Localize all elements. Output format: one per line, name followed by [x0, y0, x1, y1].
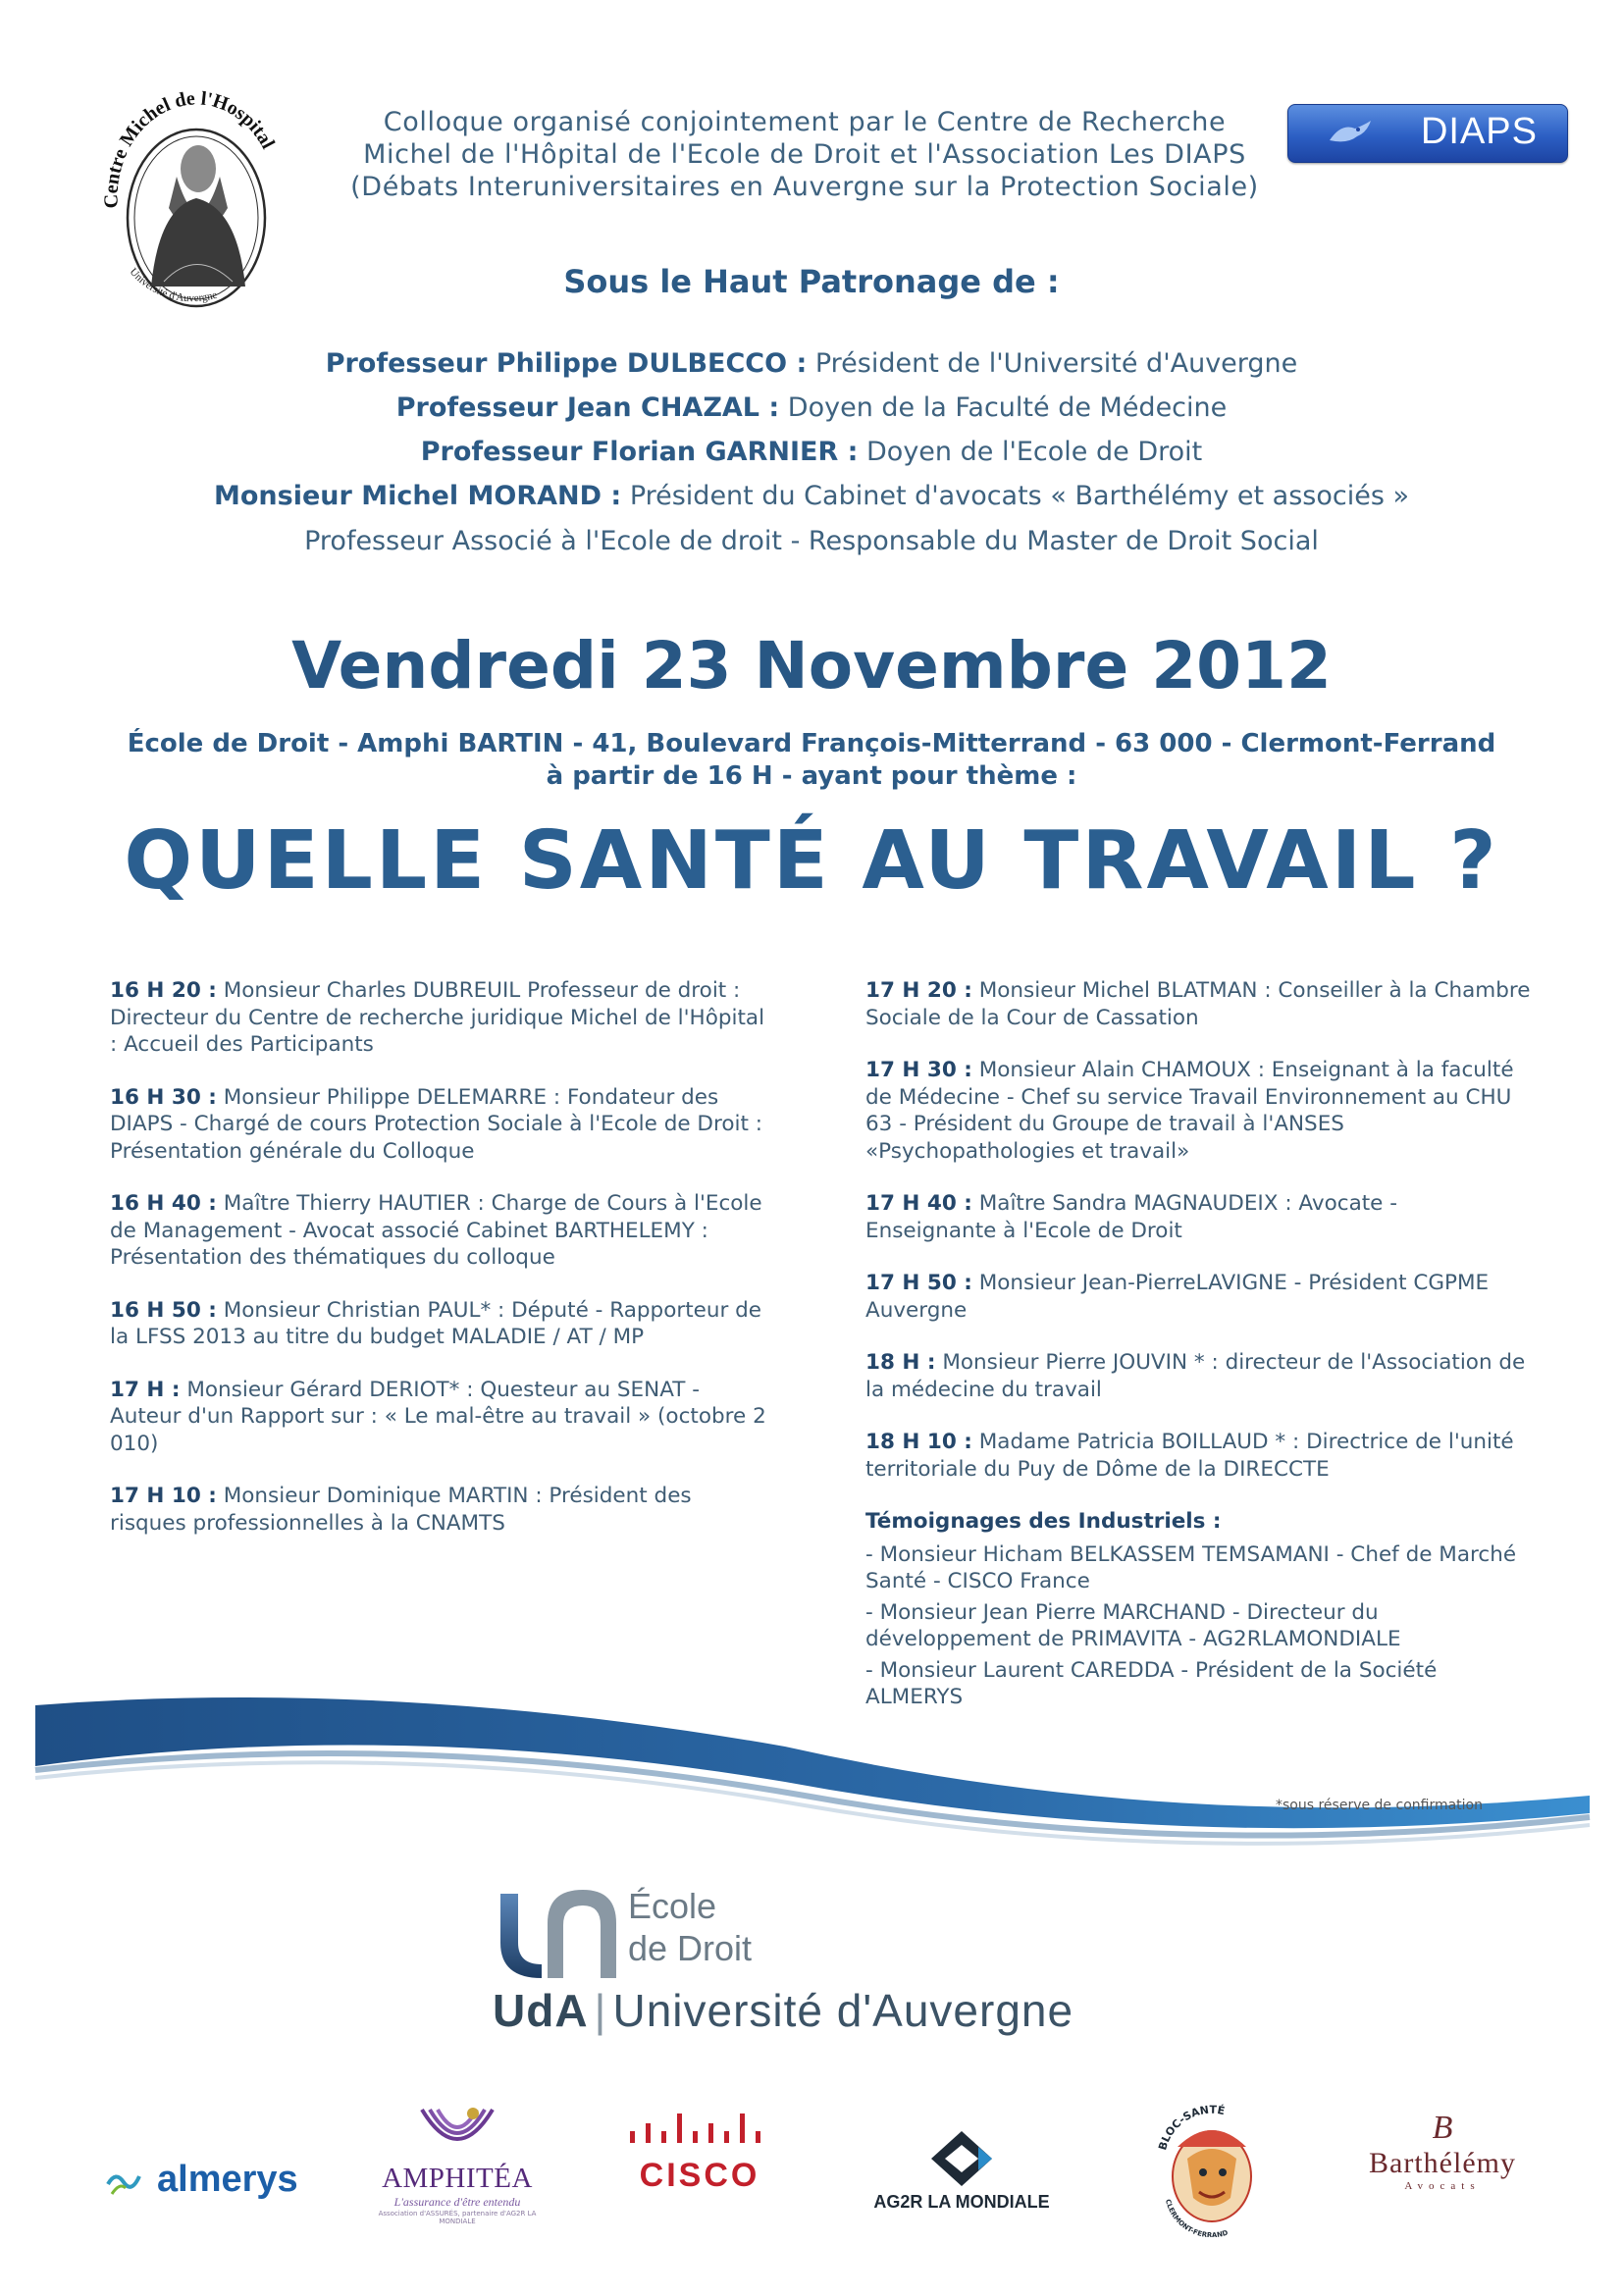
- program-item: [110, 1190, 767, 1272]
- program-text: Monsieur Alain CHAMOUX : Enseignant à la faculté de Médecine - Chef su service Travail Environnement au CHU 63 - Président du Groupe de travail à l'ANSES «Psychopathologies et travail»: [865, 1058, 1514, 1164]
- barthelemy-monogram: B: [1432, 2110, 1453, 2146]
- program-item: [110, 977, 767, 1059]
- program-text: Monsieur Jean-PierreLAVIGNE - Président CGPME Auvergne: [865, 1271, 1490, 1323]
- program-time: 17 H 10 :: [110, 1484, 217, 1508]
- ag2r-icon: [927, 2129, 996, 2188]
- ecole-line-1: École: [628, 1886, 717, 1926]
- patron-line: [0, 437, 1623, 467]
- program-item: [110, 1084, 767, 1166]
- cisco-bars-icon: [626, 2110, 773, 2153]
- venue-line-1: École de Droit - Amphi BARTIN - 41, Boulevard François-Mitterrand - 63 000 - Clermont-Ferrand: [127, 729, 1496, 758]
- organizer-line-1: Colloque organisé conjointement par le Centre de Recherche: [383, 107, 1227, 137]
- patron-role: Doyen de la Faculté de Médecine: [779, 392, 1228, 423]
- event-theme: QUELLE SANTÉ AU TRAVAIL ?: [124, 814, 1499, 908]
- program-time: 17 H :: [110, 1377, 181, 1402]
- patron-line: [0, 348, 1623, 379]
- sponsor-barthelemy: [1344, 2110, 1541, 2192]
- program-text: Monsieur Philippe DELEMARRE : Fondateur des DIAPS - Chargé de cours Protection Sociale à l'Ecole de Droit : Présentation générale du Colloque: [110, 1084, 762, 1164]
- seal-subtext: Université d'Auvergne: [127, 266, 219, 305]
- bloc-sante-label: BLOC-SANTÉ: [1156, 2103, 1227, 2152]
- patron-line: [0, 392, 1623, 423]
- program-item: [865, 1270, 1533, 1324]
- program-item: [865, 1057, 1533, 1165]
- program-text: Monsieur Charles DUBREUIL Professeur de droit : Directeur du Centre de recherche juridique Michel de l'Hôpital : Accueil des Participants: [110, 978, 765, 1057]
- program-item: [110, 1297, 767, 1351]
- almerys-icon: [106, 2168, 141, 2198]
- program-left-column: [110, 977, 767, 1562]
- amphitea-tagline: L'assurance d'être entendu: [393, 2195, 521, 2209]
- decorative-wave: [0, 1688, 1623, 1943]
- sponsor-cisco: [616, 2110, 783, 2195]
- program-text: Monsieur Pierre JOUVIN * : directeur de l'Association de la médecine du travail: [865, 1350, 1526, 1402]
- uda-long: Université d'Auvergne: [612, 1985, 1074, 2036]
- patron-line: [0, 526, 1623, 556]
- program-item: [865, 977, 1533, 1031]
- confirmation-footnote: *sous réserve de confirmation: [1276, 1798, 1483, 1813]
- program-text: Monsieur Christian PAUL* : Député - Rapporteur de la LFSS 2013 au titre du budget MALADIE / AT / MP: [110, 1297, 762, 1349]
- program-time: 17 H 30 :: [865, 1058, 972, 1082]
- amphitea-icon: [408, 2100, 506, 2159]
- patronage-title: Sous le Haut Patronage de :: [563, 263, 1060, 300]
- bloc-sante-city: CLERMONT-FERRAND: [1163, 2198, 1230, 2237]
- uda-logo-mark: [491, 1884, 618, 1982]
- program-time: 16 H 50 :: [110, 1297, 217, 1323]
- program-item: [865, 1429, 1533, 1483]
- program-time: 16 H 30 :: [110, 1084, 217, 1110]
- patron-name: Professeur Jean CHAZAL :: [395, 392, 780, 423]
- venue-line-2: à partir de 16 H - ayant pour thème :: [546, 761, 1077, 791]
- seal-text: Centre Michel de l'Hospital: [100, 87, 280, 209]
- program-time: 17 H 50 :: [865, 1271, 972, 1295]
- program-item: [110, 1377, 767, 1458]
- program-text: Monsieur Gérard DERIOT* : Questeur au SENAT - Auteur d'un Rapport sur : « Le mal-être au travail » (octobre 2 010): [110, 1377, 766, 1456]
- diaps-logo: [1287, 104, 1568, 163]
- uda-short: UdA: [493, 1985, 589, 2036]
- barthelemy-name: Barthélémy: [1369, 2147, 1516, 2179]
- testimonial-item: - Monsieur Hicham BELKASSEM TEMSAMANI - Chef de Marché Santé - CISCO France: [865, 1541, 1517, 1593]
- patron-name: Monsieur Michel MORAND :: [213, 481, 622, 511]
- patron-role: Président de l'Université d'Auvergne: [807, 348, 1298, 379]
- patron-line: [0, 481, 1623, 511]
- program-time: 17 H 40 :: [865, 1191, 972, 1216]
- uda-wordmark: UdA | Université d'Auvergne: [493, 1985, 1074, 2036]
- centre-michel-hospital-seal: [90, 61, 296, 355]
- testimonial-item: - Monsieur Laurent CAREDDA - Président de la Société ALMERYS: [865, 1657, 1438, 1709]
- program-item: [110, 1483, 767, 1537]
- program-time: 18 H :: [865, 1350, 936, 1375]
- barthelemy-subtitle: Avocats: [1404, 2180, 1481, 2192]
- program-text: Madame Patricia BOILLAUD * : Directrice de l'unité territoriale du Puy de Dôme de la DIRECCTE: [865, 1430, 1514, 1482]
- program-time: 18 H 10 :: [865, 1430, 972, 1454]
- testimonials-title: Témoignages des Industriels :: [865, 1509, 1222, 1534]
- amphitea-name: AMPHITÉA: [382, 2163, 533, 2194]
- program-text: Monsieur Michel BLATMAN : Conseiller à la Chambre Sociale de la Cour de Cassation: [865, 978, 1531, 1030]
- ag2r-name: AG2R LA MONDIALE: [873, 2192, 1050, 2212]
- program-text: Maître Thierry HAUTIER : Charge de Cours à l'Ecole de Management - Avocat associé Cabinet BARTHELEMY : Présentation des thématiques du colloque: [110, 1191, 762, 1270]
- sponsor-bloc-sante: [1148, 2090, 1276, 2237]
- program-time: 16 H 20 :: [110, 978, 217, 1003]
- program-item: [865, 1190, 1533, 1244]
- diaps-label: DIAPS: [1420, 111, 1538, 152]
- patron-role: Doyen de l'Ecole de Droit: [858, 437, 1203, 467]
- amphitea-small-text: Association d'ASSURÉS, partenaire d'AG2R LA MONDIALE: [378, 2210, 537, 2225]
- diaps-bird-icon: [1328, 119, 1373, 148]
- program-time: 16 H 40 :: [110, 1191, 217, 1216]
- organizer-line-3: (Débats Interuniversitaires en Auvergne sur la Protection Sociale): [350, 172, 1259, 202]
- patron-name: Professeur Philippe DULBECCO :: [325, 348, 808, 379]
- program-text: Monsieur Dominique MARTIN : Président des risques professionnelles à la CNAMTS: [110, 1484, 692, 1536]
- patron-name: Professeur Florian GARNIER :: [420, 437, 859, 467]
- sponsor-amphitea: [369, 2100, 546, 2225]
- program-item: [865, 1349, 1533, 1403]
- organizer-line-2: Michel de l'Hôpital de l'Ecole de Droit et l'Association Les DIAPS: [363, 139, 1246, 170]
- program-right-column: [865, 977, 1533, 1715]
- organizer-block: [334, 106, 1276, 203]
- event-date: Vendredi 23 Novembre 2012: [291, 628, 1332, 704]
- event-venue: [0, 728, 1623, 793]
- patron-role: Président du Cabinet d'avocats « Barthélémy et associés »: [621, 481, 1409, 511]
- ecole-line-2: de Droit: [628, 1928, 753, 1968]
- sponsor-almerys: almerys: [157, 2159, 298, 2200]
- cisco-name: CISCO: [639, 2157, 760, 2194]
- testimonial-item: - Monsieur Jean Pierre MARCHAND - Directeur du développement de PRIMAVITA - AG2RLAMONDIALE: [865, 1599, 1401, 1651]
- program-text: Maître Sandra MAGNAUDEIX : Avocate - Enseignante à l'Ecole de Droit: [865, 1191, 1397, 1243]
- patron-role: Professeur Associé à l'Ecole de droit - Responsable du Master de Droit Social: [304, 526, 1319, 556]
- program-time: 17 H 20 :: [865, 978, 972, 1003]
- sponsor-ag2r: [873, 2129, 1050, 2213]
